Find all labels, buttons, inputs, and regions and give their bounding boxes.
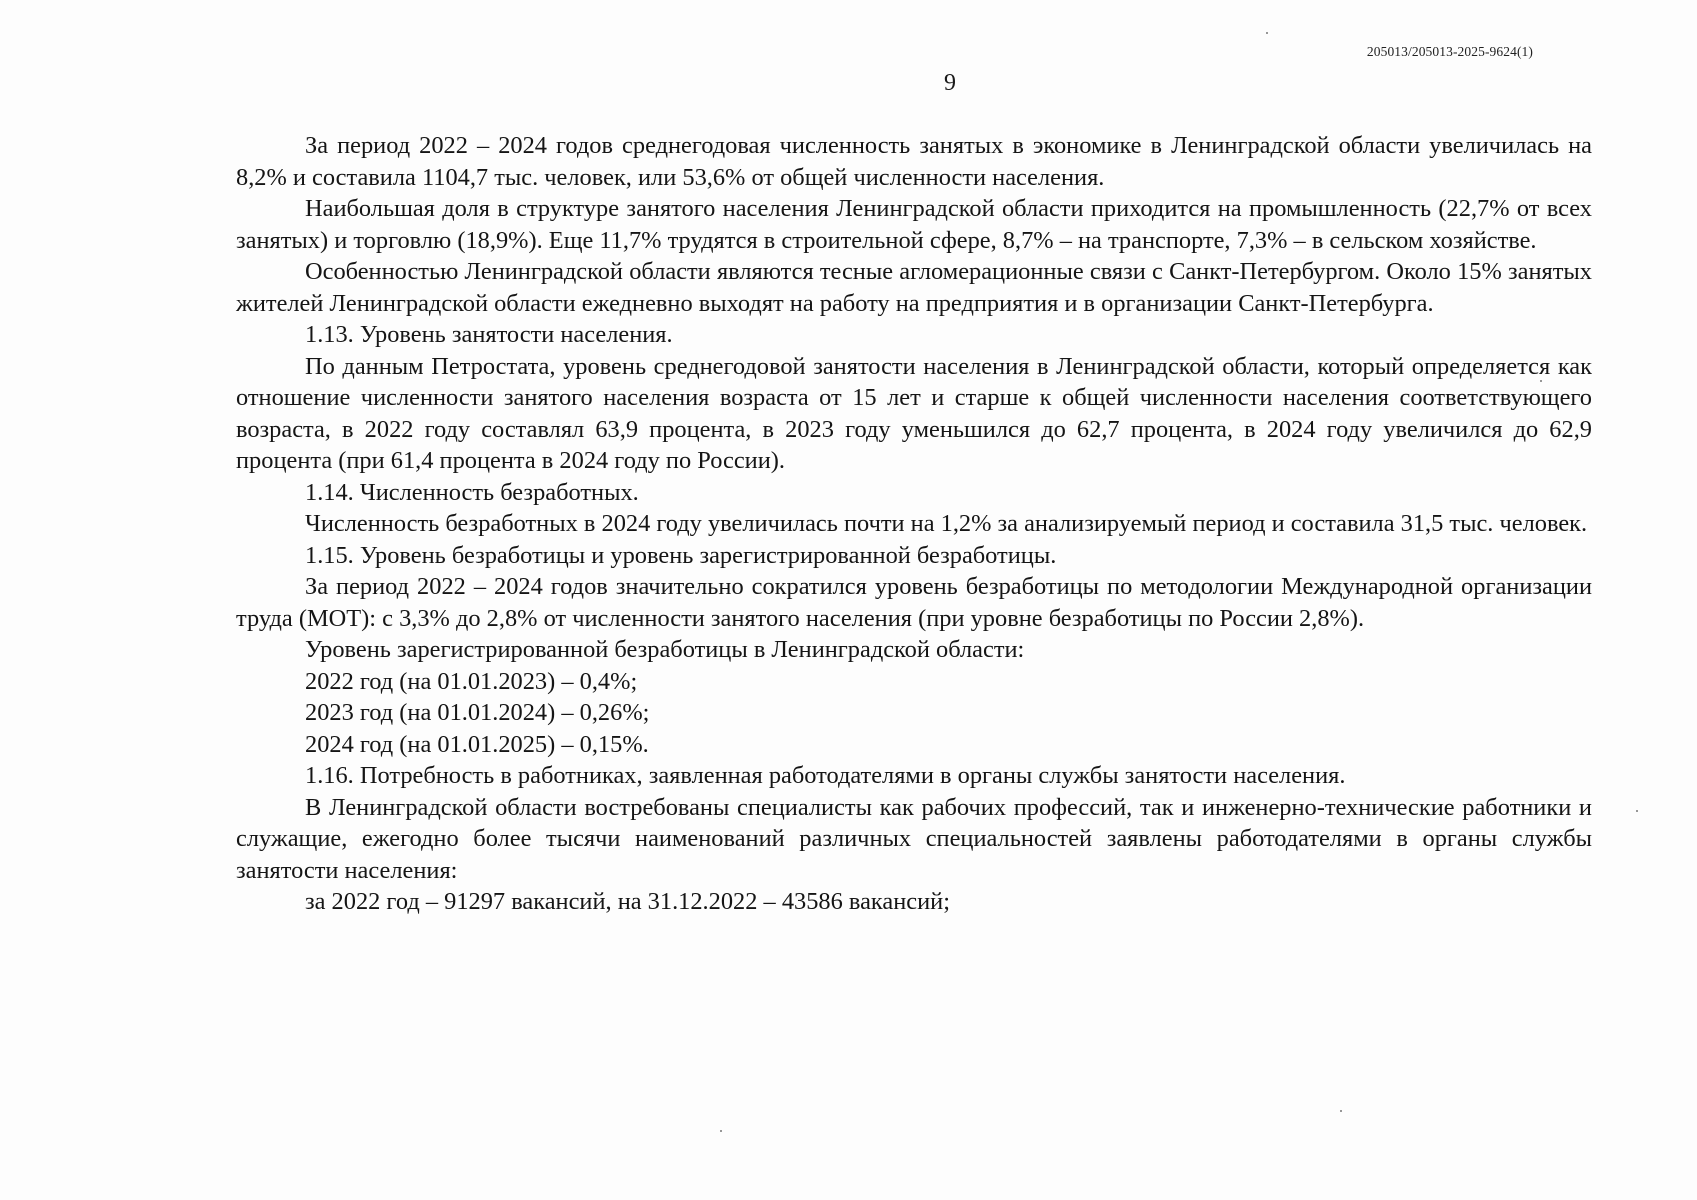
- section-heading-1-13: 1.13. Уровень занятости населения.: [305, 321, 673, 348]
- paragraph-registered-unemployment-intro: Уровень зарегистрированной безработицы в Ленинградской области:: [305, 636, 1025, 663]
- list-item: за 2022 год – 91297 вакансий, на 31.12.2022 – 43586 вакансий;: [305, 888, 950, 915]
- scan-speck: [1540, 380, 1542, 382]
- paragraph-employment-level: По данным Петростата, уровень среднегодовой занятости населения в Ленинградской области, который определяется как отношение численности занятого населения возраста от 15 лет и старше к общей численности населения соответствующего возраста, в 2022 году составлял 63,9 процента, в 2023 году уменьшился до 62,7 процента, в 2024 году увеличился до 62,9 процента (при 61,4 процента в 2024 году по России).: [236, 352, 1592, 474]
- document-body: [236, 130, 1592, 918]
- scan-speck: [1340, 1110, 1342, 1112]
- paragraph-agglomeration: Особенностью Ленинградской области являются тесные агломерационные связи с Санкт-Петербургом. Около 15% занятых жителей Ленинградской области ежедневно выходят на работу на предприятия и в организации Санкт-Петербурга.: [236, 258, 1592, 317]
- list-item: 2024 год (на 01.01.2025) – 0,15%.: [305, 730, 649, 758]
- section-heading-1-14: 1.14. Численность безработных.: [305, 478, 639, 506]
- paragraph-unemployed-count: Численность безработных в 2024 году увеличилась почти на 1,2% за анализируемый период и составила 31,5 тыс. человек.: [305, 510, 1588, 537]
- scan-speck: [1636, 810, 1638, 812]
- list-item: 2023 год (на 01.01.2024) – 0,26%;: [305, 699, 650, 726]
- scan-speck: [720, 1130, 722, 1132]
- section-heading-1-15: 1.15. Уровень безработицы и уровень зарегистрированной безработицы.: [305, 541, 1057, 569]
- paragraph-employment-growth: За период 2022 – 2024 годов среднегодовая численность занятых в экономике в Ленинградской области увеличилась на 8,2% и составила 1104,7 тыс. человек, или 53,6% от общей численности населения.: [236, 132, 1592, 191]
- document-id: 205013/205013-2025-9624(1): [1366, 44, 1533, 59]
- page-number: 9: [944, 70, 956, 96]
- section-heading-1-16: 1.16. Потребность в работниках, заявленная работодателями в органы службы занятости населения.: [305, 762, 1346, 789]
- paragraph-ilo-unemployment: За период 2022 – 2024 годов значительно сократился уровень безработицы по методологии Международной организации труда (МОТ): с 3,3% до 2,8% от численности занятого населения (при уровне безработицы по России 2,8%).: [236, 573, 1592, 632]
- scan-speck: [1266, 32, 1268, 34]
- list-item: 2022 год (на 01.01.2023) – 0,4%;: [305, 667, 638, 695]
- paragraph-employment-structure: Наибольшая доля в структуре занятого населения Ленинградской области приходится на промышленность (22,7% от всех занятых) и торговлю (18,9%). Еще 11,7% трудятся в строительной сфере, 8,7% – на транспорте, 7,3% – в сельском хозяйстве.: [236, 195, 1592, 254]
- paragraph-demand-specialists: В Ленинградской области востребованы специалисты как рабочих профессий, так и инженерно-технические работники и служащие, ежегодно более тысячи наименований различных специальностей заявлены работодателями в органы службы занятости населения:: [236, 793, 1592, 884]
